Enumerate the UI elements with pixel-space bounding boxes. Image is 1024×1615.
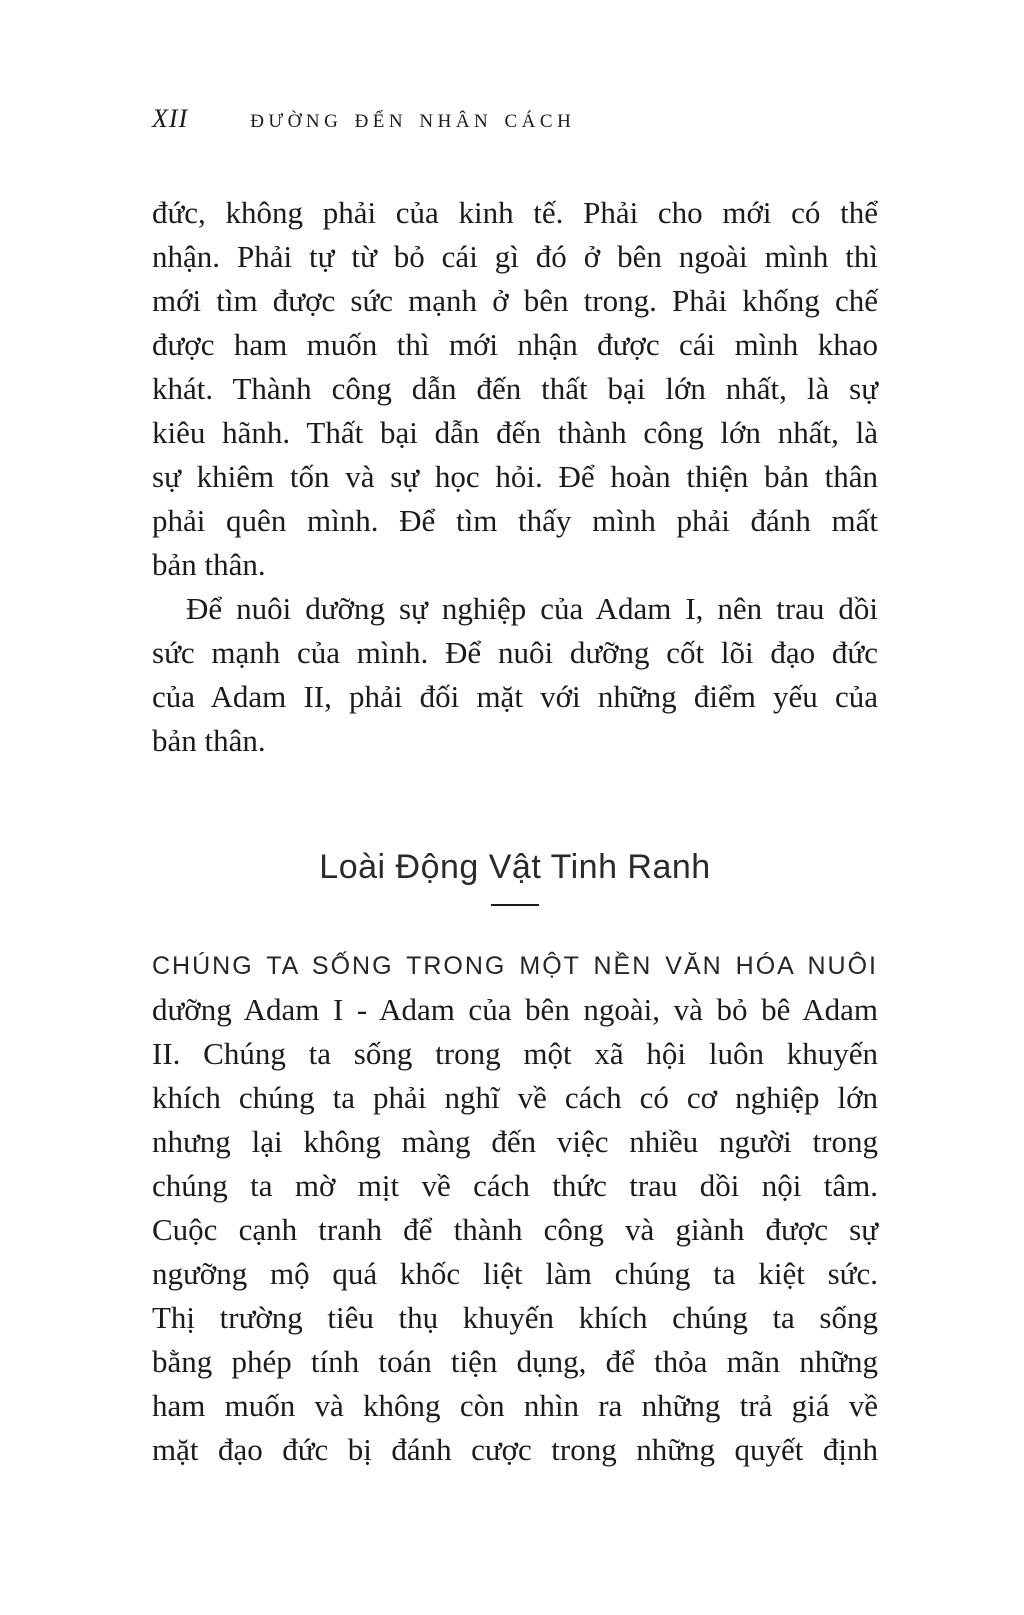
text-line: khích chúng ta phải nghĩ về cách có cơ nghiệp lớn <box>152 1079 878 1115</box>
text-line: sự khiêm tốn và sự học hỏi. Để hoàn thiện bản thân <box>152 459 878 494</box>
text-line: chúng ta mờ mịt về cách thức trau dồi nội tâm. <box>152 1167 878 1203</box>
paragraph <box>152 191 878 587</box>
running-header <box>152 104 878 134</box>
running-title: ĐƯỜNG ĐẾN NHÂN CÁCH <box>250 111 576 132</box>
text-line: được ham muốn thì mới nhận được cái mình khao <box>152 327 878 362</box>
text-line: Cuộc cạnh tranh để thành công và giành được sự <box>152 1211 878 1247</box>
text-line: nhưng lại không màng đến việc nhiều người trong <box>152 1123 878 1159</box>
text-line: kiêu hãnh. Thất bại dẫn đến thành công lớn nhất, là <box>152 415 878 450</box>
text-line: khát. Thành công dẫn đến thất bại lớn nhất, là sự <box>152 371 878 406</box>
text-line: ngưỡng mộ quá khốc liệt làm chúng ta kiệt sức. <box>152 1255 878 1291</box>
page-number: XII <box>152 104 189 133</box>
text-line: sức mạnh của mình. Để nuôi dưỡng cốt lõi đạo đức <box>152 635 878 670</box>
lead-caps-line: CHÚNG TA SỐNG TRONG MỘT NỀN VĂN HÓA NUÔI <box>152 951 878 980</box>
text-line: mới tìm được sức mạnh ở bên trong. Phải khống chế <box>152 283 878 318</box>
book-page <box>152 0 878 1472</box>
text-line: II. Chúng ta sống trong một xã hội luôn khuyến <box>152 1035 878 1071</box>
text-line: Để nuôi dưỡng sự nghiệp của Adam I, nên trau dồi <box>186 591 878 626</box>
text-line: dưỡng Adam I - Adam của bên ngoài, và bỏ bê Adam <box>152 991 878 1027</box>
section-heading: Loài Động Vật Tinh Ranh <box>319 848 711 886</box>
text-line: Thị trường tiêu thụ khuyến khích chúng ta sống <box>152 1299 878 1335</box>
paragraph <box>152 587 878 763</box>
paragraph <box>152 944 878 1472</box>
text-line: bản thân. <box>152 723 266 758</box>
heading-rule <box>491 904 539 906</box>
text-line: phải quên mình. Để tìm thấy mình phải đánh mất <box>152 503 878 538</box>
text-line: nhận. Phải tự từ bỏ cái gì đó ở bên ngoài mình thì <box>152 239 878 274</box>
text-line: của Adam II, phải đối mặt với những điểm yếu của <box>152 679 878 714</box>
text-line: bản thân. <box>152 547 266 582</box>
text-line: mặt đạo đức bị đánh cược trong những quyết định <box>152 1431 878 1467</box>
text-line: đức, không phải của kinh tế. Phải cho mới có thể <box>152 195 878 230</box>
text-line: ham muốn và không còn nhìn ra những trả giá về <box>152 1387 878 1423</box>
page-content <box>152 191 878 1472</box>
text-line: bằng phép tính toán tiện dụng, để thỏa mãn những <box>152 1343 878 1379</box>
